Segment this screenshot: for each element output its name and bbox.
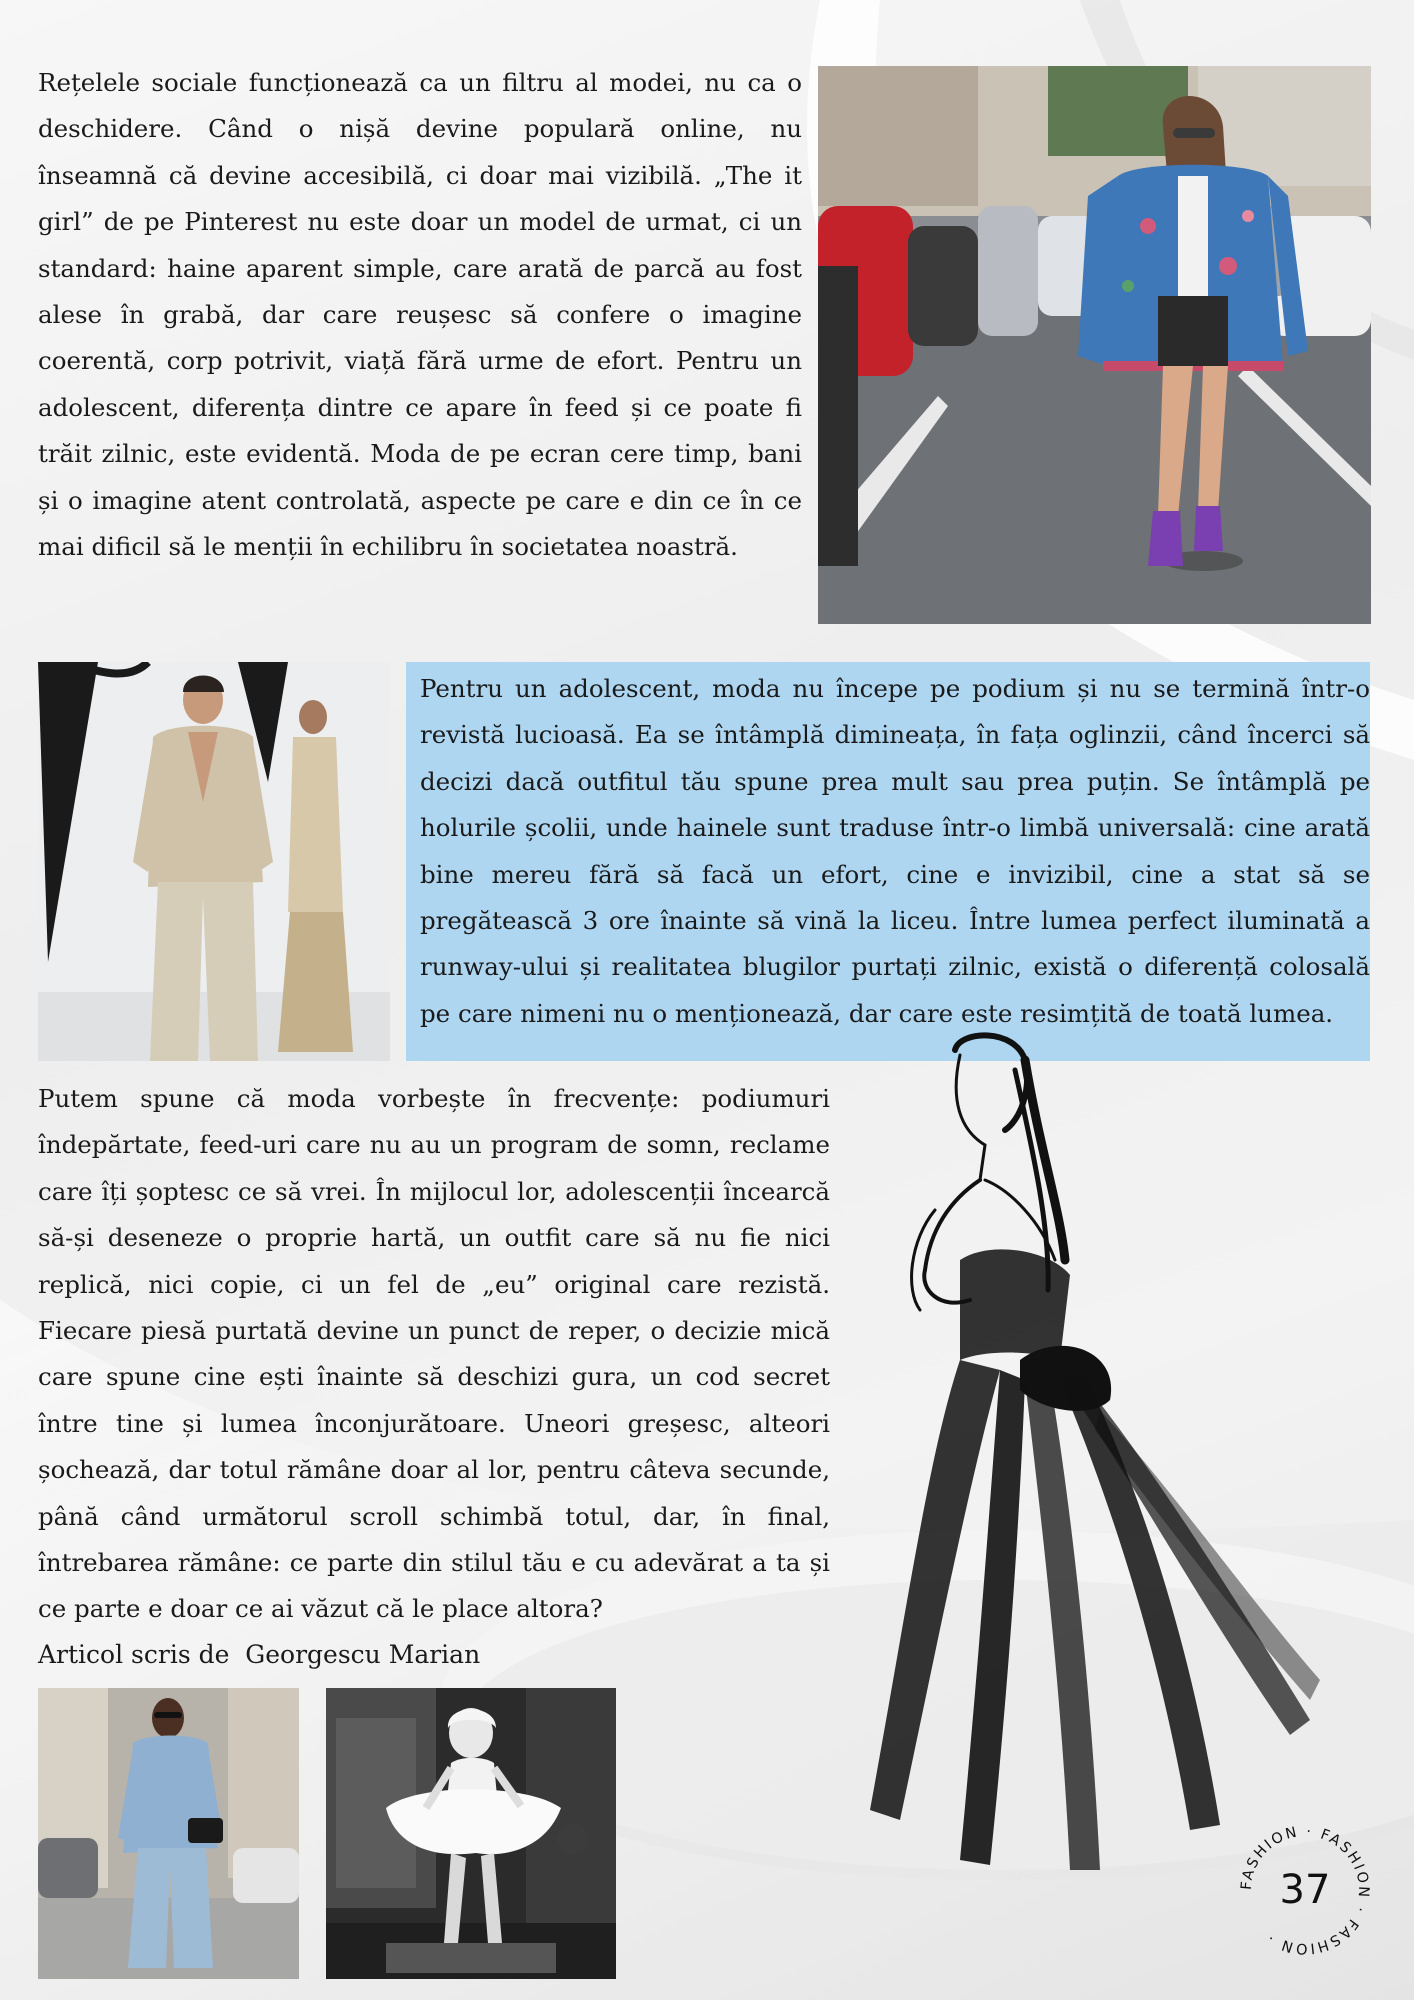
article-byline: Articol scris de Georgescu Marian bbox=[38, 1640, 481, 1669]
fashion-sketch-illustration bbox=[810, 1030, 1330, 1890]
monroe-photo bbox=[326, 1688, 616, 1979]
denim-street-photo bbox=[38, 1688, 299, 1979]
svg-text:FASHION · FASHION · FASHION ·: FASHION · FASHION · FASHION · bbox=[1238, 1823, 1372, 1957]
article-paragraph-3: Putem spune că moda vorbește în frecvențe: podiumuri îndepărtate, feed-uri care nu au un program de somn, reclame care îți șoptesc ce să vrei. În mijlocul lor, adolescenții încearcă să-și deseneze o proprie hartă, un outfit care să nu fie nici replică, nici copie, ci un fel de „eu” original care rezistă. Fiecare piesă purtată devine un punct de reper, o decizie mică care spune cine ești înainte să deschizi gura, un cod secret între tine și lumea înconjurătoare. Uneori greșesc, alteori șochează, dar totul rămâne doar al lor, pentru câteva secunde, până când următorul scroll schimbă totul, dar, în final, întrebarea rămâne: ce parte din stilul tău e cu adevărat a ta și ce parte e doar ce ai văzut că le place altora? bbox=[38, 1084, 830, 1624]
page-number: 37 bbox=[1279, 1867, 1331, 1913]
article-paragraph-2: Pentru un adolescent, moda nu începe pe podium și nu se termină într-o revistă lucioasă. Ea se întâmplă dimineața, în fața oglinzii, când încerci să decizi dacă outfitul tău spune prea mult sau prea puțin. Se întâmplă pe holurile școlii, unde hainele sunt traduse într-o limbă universală: cine arată bine mereu fără să facă un efort, cine e invizibil, cine a stat să se pregătească 3 ore înainte să vină la liceu. Între lumea perfect iluminată a runway-ului și realitatea blugilor purtați zilnic, există o diferență colosală pe care nimeni nu o menționează, dar care este resimțită de toată lumea. bbox=[420, 674, 1370, 1028]
article-paragraph-1: Rețelele sociale funcționează ca un filtru al modei, nu ca o deschidere. Când o nișă devine populară online, nu înseamnă că devine accesibilă, ci doar mai vizibilă. „The it girl” de pe Pinterest nu este doar un model de urmat, ci un standard: haine aparent simple, care arată de parcă au fost alese în grabă, dar care reușesc să confere o imagine coerentă, corp potrivit, viață fără urme de efort. Pentru un adolescent, diferența dintre ce apare în feed și ce poate fi trăit zilnic, este evidentă. Moda de pe ecran cere timp, bani și o imagine atent controlată, aspecte pe care e din ce în ce mai dificil să le menții în echilibru în societatea noastră. bbox=[38, 68, 802, 562]
page-badge bbox=[1235, 1820, 1375, 1960]
runway-photo bbox=[38, 662, 390, 1061]
street-style-photo bbox=[818, 66, 1371, 624]
